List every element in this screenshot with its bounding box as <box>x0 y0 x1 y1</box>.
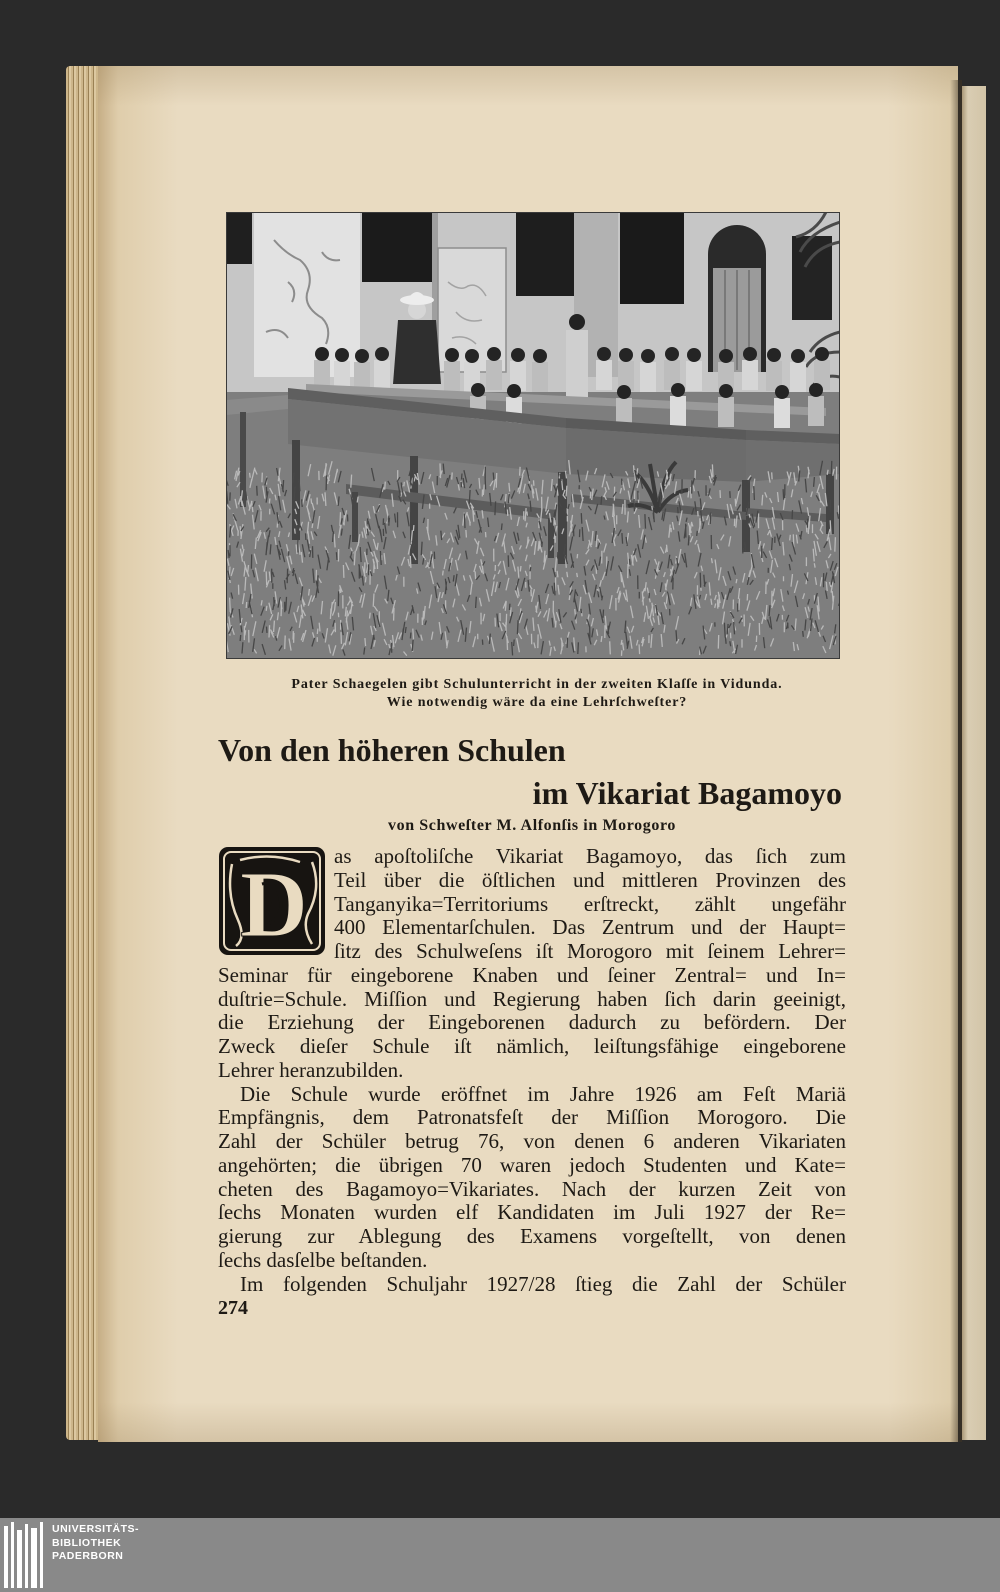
photo-caption-line-1: Pater Schaegelen gibt Schulunterricht in der zweiten Klaſſe in Vidunda. <box>291 677 783 692</box>
library-logo-icon <box>4 1522 48 1588</box>
library-footer-band <box>0 1518 1000 1592</box>
gutter-shadow <box>950 80 962 1442</box>
photo-student-head <box>791 349 805 363</box>
photo-student-head <box>815 347 829 361</box>
text-line: as apoſtoliſche Vikariat Bagamoyo, das ſich zum <box>334 845 846 868</box>
logo-bar <box>40 1522 43 1588</box>
next-page-edge <box>962 86 986 1440</box>
photo-student-body <box>718 397 734 427</box>
photo-student-head <box>355 349 369 363</box>
photo-student-head <box>507 384 521 398</box>
photo-student-body <box>742 360 758 390</box>
photo-student-head <box>809 383 823 397</box>
photo-student-head <box>775 385 789 399</box>
article-title-line-1: Von den höheren Schulen <box>218 732 566 768</box>
text-line: Die Schule wurde eröffnet im Jahre 1926 am Feſt Mariä <box>240 1082 846 1106</box>
photo-student-body <box>790 362 806 392</box>
photo-student-head <box>767 348 781 362</box>
photo-student-head <box>719 384 733 398</box>
page-stack-edges <box>66 66 100 1440</box>
photo-student-head <box>315 347 329 361</box>
photo-desk-leg <box>240 412 246 507</box>
photo-window <box>620 212 684 304</box>
photo-student-head <box>375 347 389 361</box>
text-line: ſitz des Schulweſens iſt Morogoro mit ſeinem Lehrer= <box>334 940 846 963</box>
photo-student-head <box>617 385 631 399</box>
drop-cap-letter: D <box>240 853 308 956</box>
library-logo-line-3: PADERBORN <box>52 1550 124 1562</box>
photo-illustration <box>226 212 840 659</box>
photo-student-head <box>719 349 733 363</box>
text-line: Tanganyika=Territoriums erſtreckt, zählt ungefähr <box>334 892 846 916</box>
logo-bar <box>11 1522 14 1588</box>
photo-student-body <box>808 396 824 426</box>
photo-standing-student-body <box>566 330 588 398</box>
library-logo-text <box>52 1523 139 1564</box>
photo-window <box>226 212 252 264</box>
photo-student-body <box>532 362 548 392</box>
text-line: Zahl der Schüler betrug 76, von denen 6 anderen Vikariaten <box>218 1130 846 1153</box>
photo-student-head <box>465 349 479 363</box>
text-line: die Erziehung der Eingeborenen dadurch zu befördern. Der <box>218 1011 846 1035</box>
photo-caption-line-2: Wie notwendig wäre da eine Lehrſchweſter? <box>386 695 688 710</box>
photo-student-body <box>444 361 460 391</box>
photo-student-head <box>487 347 501 361</box>
text-line: Lehrer heranzubilden. <box>218 1058 404 1082</box>
photo-student-body <box>670 396 686 426</box>
text-line: cheten des Bagamoyo=Vikariates. Nach der kurzen Zeit von <box>218 1177 846 1201</box>
classroom-photo <box>226 212 840 659</box>
logo-bar <box>4 1526 8 1588</box>
logo-bar <box>31 1528 37 1588</box>
photo-student-head <box>335 348 349 362</box>
text-line: angehörten; die übrigen 70 waren jedoch Studenten und Kate= <box>218 1153 846 1177</box>
logo-bar <box>25 1524 28 1588</box>
text-line: Seminar für eingeborene Knaben und ſeiner Zentral= und In= <box>218 963 846 987</box>
page-number: 274 <box>218 1297 248 1319</box>
page-bottom-shading <box>98 1402 958 1442</box>
photo-window <box>516 212 574 296</box>
text-line: ſechs dasſelbe beſtanden. <box>218 1248 428 1272</box>
text-line: Empfängnis, dem Patronatsfeſt der Miſſion Morogoro. Die <box>218 1106 846 1130</box>
photo-student-head <box>471 383 485 397</box>
photo-student-body <box>640 362 656 392</box>
logo-bar <box>17 1530 22 1588</box>
photo-student-body <box>774 398 790 428</box>
photo-student-body <box>596 360 612 390</box>
photo-teacher-body <box>393 320 441 384</box>
photo-student-head <box>665 347 679 361</box>
text-line: duſtrie=Schule. Miſſion und Regierung haben ſich darin geeinigt, <box>218 987 846 1011</box>
photo-window <box>362 212 432 282</box>
text-line: gierung zur Ablegung des Examens vorgeſtellt, von denen <box>218 1225 846 1248</box>
photo-window <box>792 236 832 320</box>
photo-student-head <box>445 348 459 362</box>
text-line: Im folgenden Schuljahr 1927/28 ſtieg die Zahl der Schüler <box>240 1272 846 1296</box>
photo-student-body <box>374 360 390 390</box>
photo-student-head <box>671 383 685 397</box>
photo-standing-student-head <box>569 314 585 330</box>
photo-student-body <box>686 361 702 391</box>
text-line: 400 Elementarſchulen. Das Zentrum und der Haupt= <box>334 916 846 940</box>
photo-student-body <box>486 360 502 390</box>
photo-student-head <box>641 349 655 363</box>
photo-desk-leg <box>292 440 300 540</box>
article-byline: von Schweſter M. Alfonſis in Morogoro <box>388 817 676 834</box>
library-logo-line-2: BIBLIOTHEK <box>52 1536 122 1549</box>
photo-student-head <box>533 349 547 363</box>
library-logo-line-1: UNIVERSITÄTS- <box>52 1523 140 1535</box>
text-line: Zweck dieſer Schule iſt nämlich, leiſtungsfähige eingeborene <box>218 1035 846 1058</box>
article-body <box>218 845 846 1296</box>
photo-bench-leg <box>548 518 554 558</box>
photo-student-head <box>619 348 633 362</box>
photo-student-head <box>511 348 525 362</box>
page-top-shading <box>98 66 958 106</box>
photo-student-head <box>743 347 757 361</box>
photo-student-head <box>687 348 701 362</box>
text-line: ſechs Monaten wurden elf Kandidaten im Juli 1927 der Re= <box>218 1201 846 1225</box>
photo-student-head <box>597 347 611 361</box>
text-line: Teil über die öſtlichen und mittleren Provinzen des <box>334 868 846 892</box>
article-title-line-2: im Vikariat Bagamoyo <box>532 775 842 811</box>
